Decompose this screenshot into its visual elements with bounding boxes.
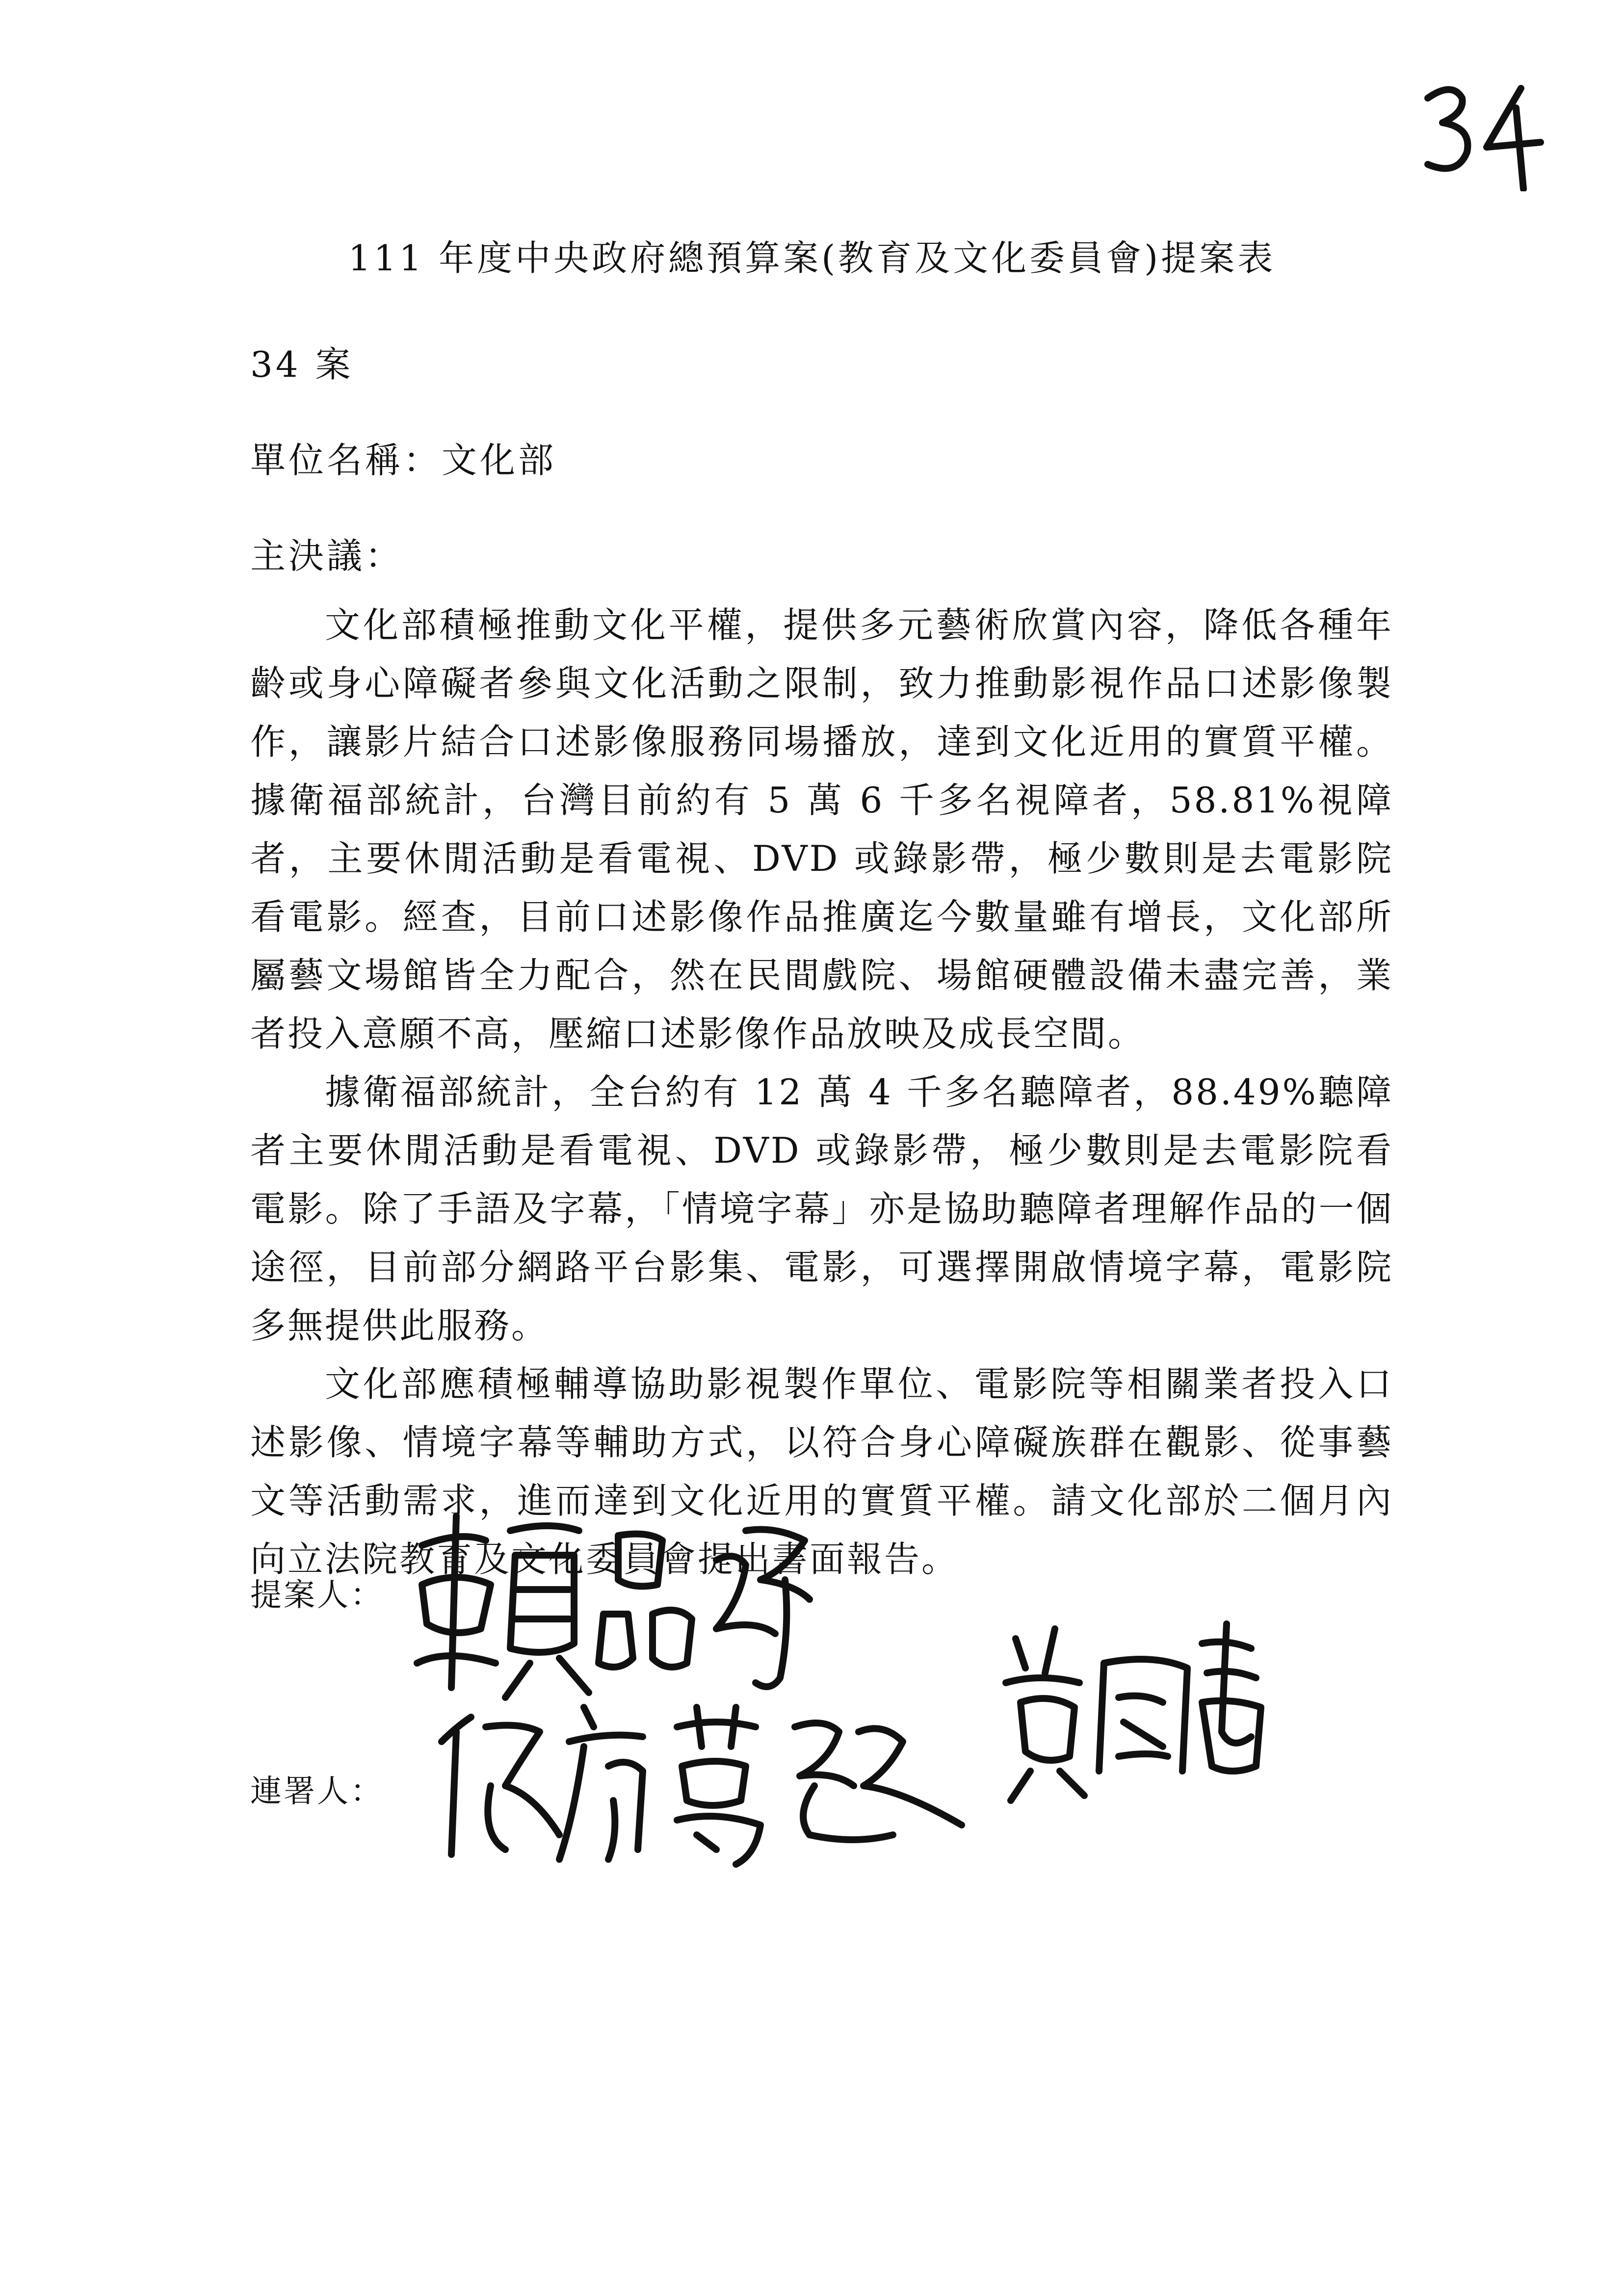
document-title: 111 年度中央政府總預算案(教育及文化委員會)提案表 [348,237,1276,279]
case-number: 34 案 [250,344,354,385]
cosigner-signature-1 [422,1688,986,1874]
resolution-body [250,596,1393,1589]
proposer-signature [402,1501,824,1707]
unit-value: 文化部 [442,440,557,481]
unit-line [250,432,556,483]
cosigner-signature-2 [996,1609,1271,1805]
paragraph-3: 文化部應積極輔導協助影視製作單位、電影院等相關業者投入口述影像、情境字幕等輔助方式，以符合身心障礙族群在觀影、從事藝文等活動需求，進而達到文化近用的實質平權。請文化部於二個月內向立法院教育及文化委員會提出書面報告。 [250,1363,1393,1580]
proposer-label: 提案人： [250,1577,384,1614]
paragraph-1: 文化部積極推動文化平權，提供多元藝術欣賞內容，降低各種年齡或身心障礙者參與文化活動之限制，致力推動影視作品口述影像製作，讓影片結合口述影像服務同場播放，達到文化近用的實質平權。據衛福部統計，台灣目前約有 5 萬 6 千多名視障者，58.81%視障者，主要休閒活動是看電視、DVD 或錄影帶，極少數則是去電影院看電影。經查，目前口述影像作品推廣迄今數量雖有增長，文化部所屬藝文場館皆全力配合，然在民間戲院、場館硬體設備未盡完善，業者投入意願不高，壓縮口述影像作品放映及成長空間。 [250,604,1393,1054]
cosigner-label: 連署人： [250,1774,384,1810]
resolution-label: 主決議： [250,535,404,576]
handwritten-page-number [1418,78,1545,191]
paragraph-2: 據衛福部統計，全台約有 12 萬 4 千多名聽障者，88.49%聽障者主要休閒活動是看電視、DVD 或錄影帶，極少數則是去電影院看電影。除了手語及字幕，「情境字幕」亦是協助聽障者理解作品的一個途徑，目前部分網路平台影集、電影，可選擇開啟情境字幕，電影院多無提供此服務。 [250,1071,1393,1346]
unit-label: 單位名稱： [250,440,442,481]
